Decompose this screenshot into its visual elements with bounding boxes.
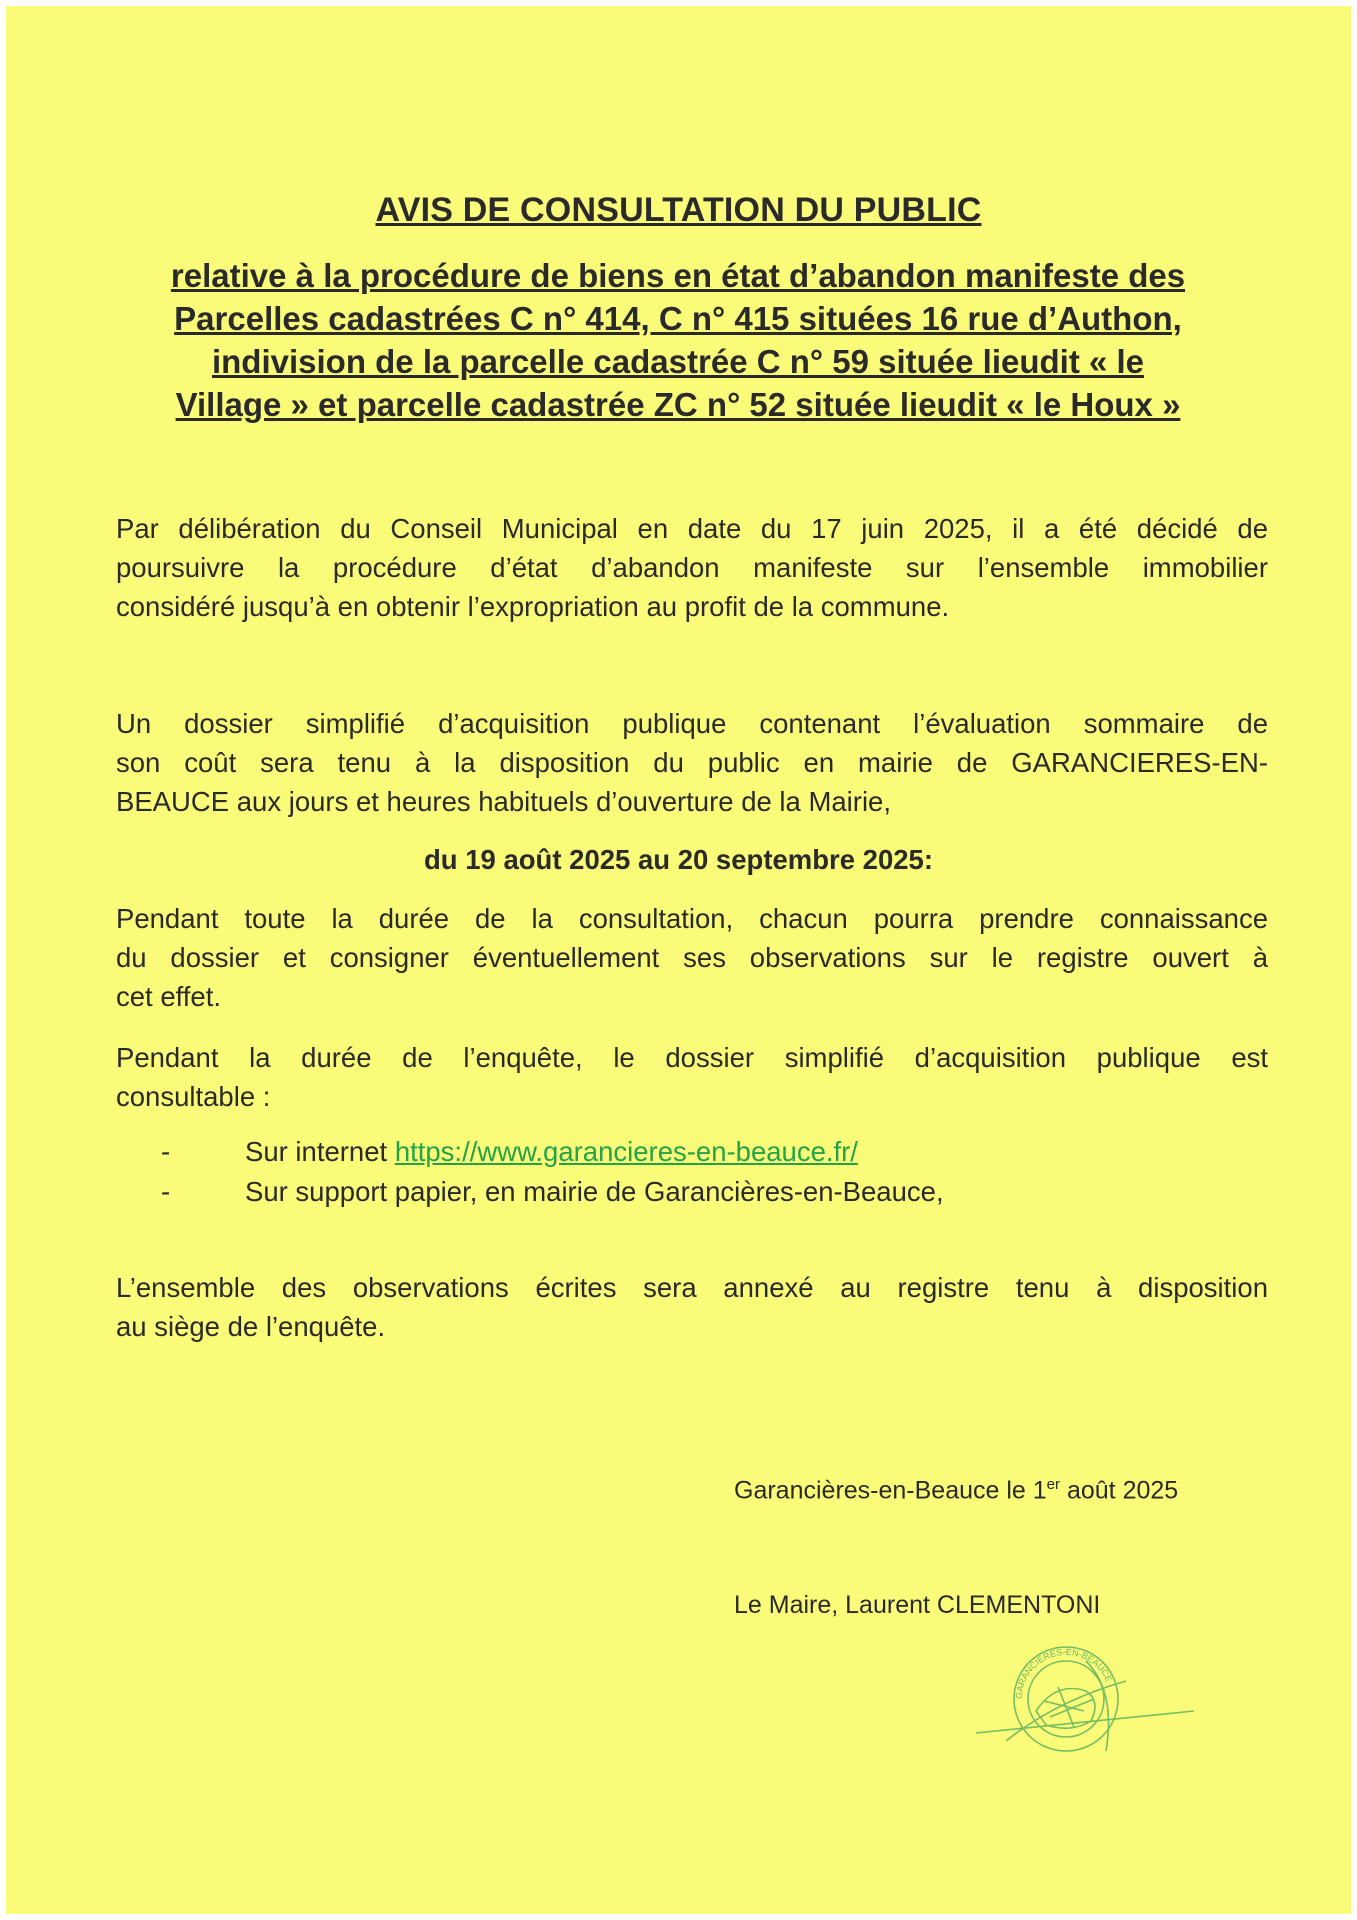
notice-page — [6, 6, 1351, 1914]
notice-subject — [110, 254, 1246, 426]
seal-text: GARANCIÈRES-EN-BEAUCE — [1013, 1646, 1115, 1700]
paragraph-line: poursuivre la procédure d’état d’abandon manifeste sur l’ensemble immobilier — [116, 552, 1268, 583]
place-date-suffix: août 2025 — [1060, 1476, 1179, 1505]
paragraph-line: au siège de l’enquête. — [116, 1311, 386, 1342]
subject-line: Parcelles cadastrées C n° 414, C n° 415 situées 16 rue d’Authon, — [174, 300, 1182, 337]
list-dash: - — [161, 1136, 171, 1167]
town-seal-stamp — [966, 1641, 1196, 1761]
paragraph-line: considéré jusqu’à en obtenir l’expropriation au profit de la commune. — [116, 591, 950, 622]
subject-line: Village » et parcelle cadastrée ZC n° 52 située lieudit « le Houx » — [175, 386, 1181, 423]
mayor-signature-line: Le Maire, Laurent CLEMENTONI — [734, 1591, 1101, 1619]
consultation-dates: du 19 août 2025 au 20 septembre 2025: — [424, 844, 933, 875]
paragraph-line: du dossier et consigner éventuellement ses observations sur le registre ouvert à — [116, 942, 1268, 973]
website-link[interactable]: https://www.garancieres-en-beauce.fr/ — [394, 1136, 858, 1167]
dossier-paragraph — [116, 704, 1268, 821]
place-date-prefix: Garancières-en-Beauce le 1 — [734, 1476, 1047, 1505]
ordinal-suffix: er — [1046, 1476, 1061, 1493]
place-and-date — [734, 1476, 1178, 1505]
list-item-text — [245, 1132, 858, 1171]
consultation-paragraph — [116, 899, 1268, 1016]
paragraph-line: BEAUCE aux jours et heures habituels d’ouverture de la Mairie, — [116, 786, 891, 817]
paragraph-line: L’ensemble des observations écrites sera annexé au registre tenu à disposition — [116, 1272, 1268, 1303]
deliberation-paragraph — [116, 509, 1268, 626]
paragraph-line: Un dossier simplifié d’acquisition publique contenant l’évaluation sommaire de — [116, 708, 1268, 739]
list-item-text: Sur support papier, en mairie de Garancières-en-Beauce, — [245, 1176, 944, 1207]
subject-line: indivision de la parcelle cadastrée C n° 59 située lieudit « le — [211, 343, 1145, 380]
paragraph-line: cet effet. — [116, 981, 221, 1012]
subject-line: relative à la procédure de biens en état d’abandon manifeste des — [170, 257, 1186, 294]
list-dash: - — [161, 1176, 171, 1207]
paragraph-line: Pendant la durée de l’enquête, le dossier simplifié d’acquisition publique est — [116, 1042, 1268, 1073]
observations-paragraph — [116, 1268, 1268, 1346]
notice-title: AVIS DE CONSULTATION DU PUBLIC — [375, 191, 982, 229]
list-item-prefix: Sur internet — [245, 1136, 395, 1167]
enquete-paragraph — [116, 1038, 1268, 1116]
paragraph-line: Par délibération du Conseil Municipal en date du 17 juin 2025, il a été décidé de — [116, 513, 1268, 544]
paragraph-line: son coût sera tenu à la disposition du public en mairie de GARANCIERES-EN- — [116, 747, 1268, 778]
paragraph-line: Pendant toute la durée de la consultation, chacun pourra prendre connaissance — [116, 903, 1268, 934]
paragraph-line: consultable : — [116, 1081, 271, 1112]
